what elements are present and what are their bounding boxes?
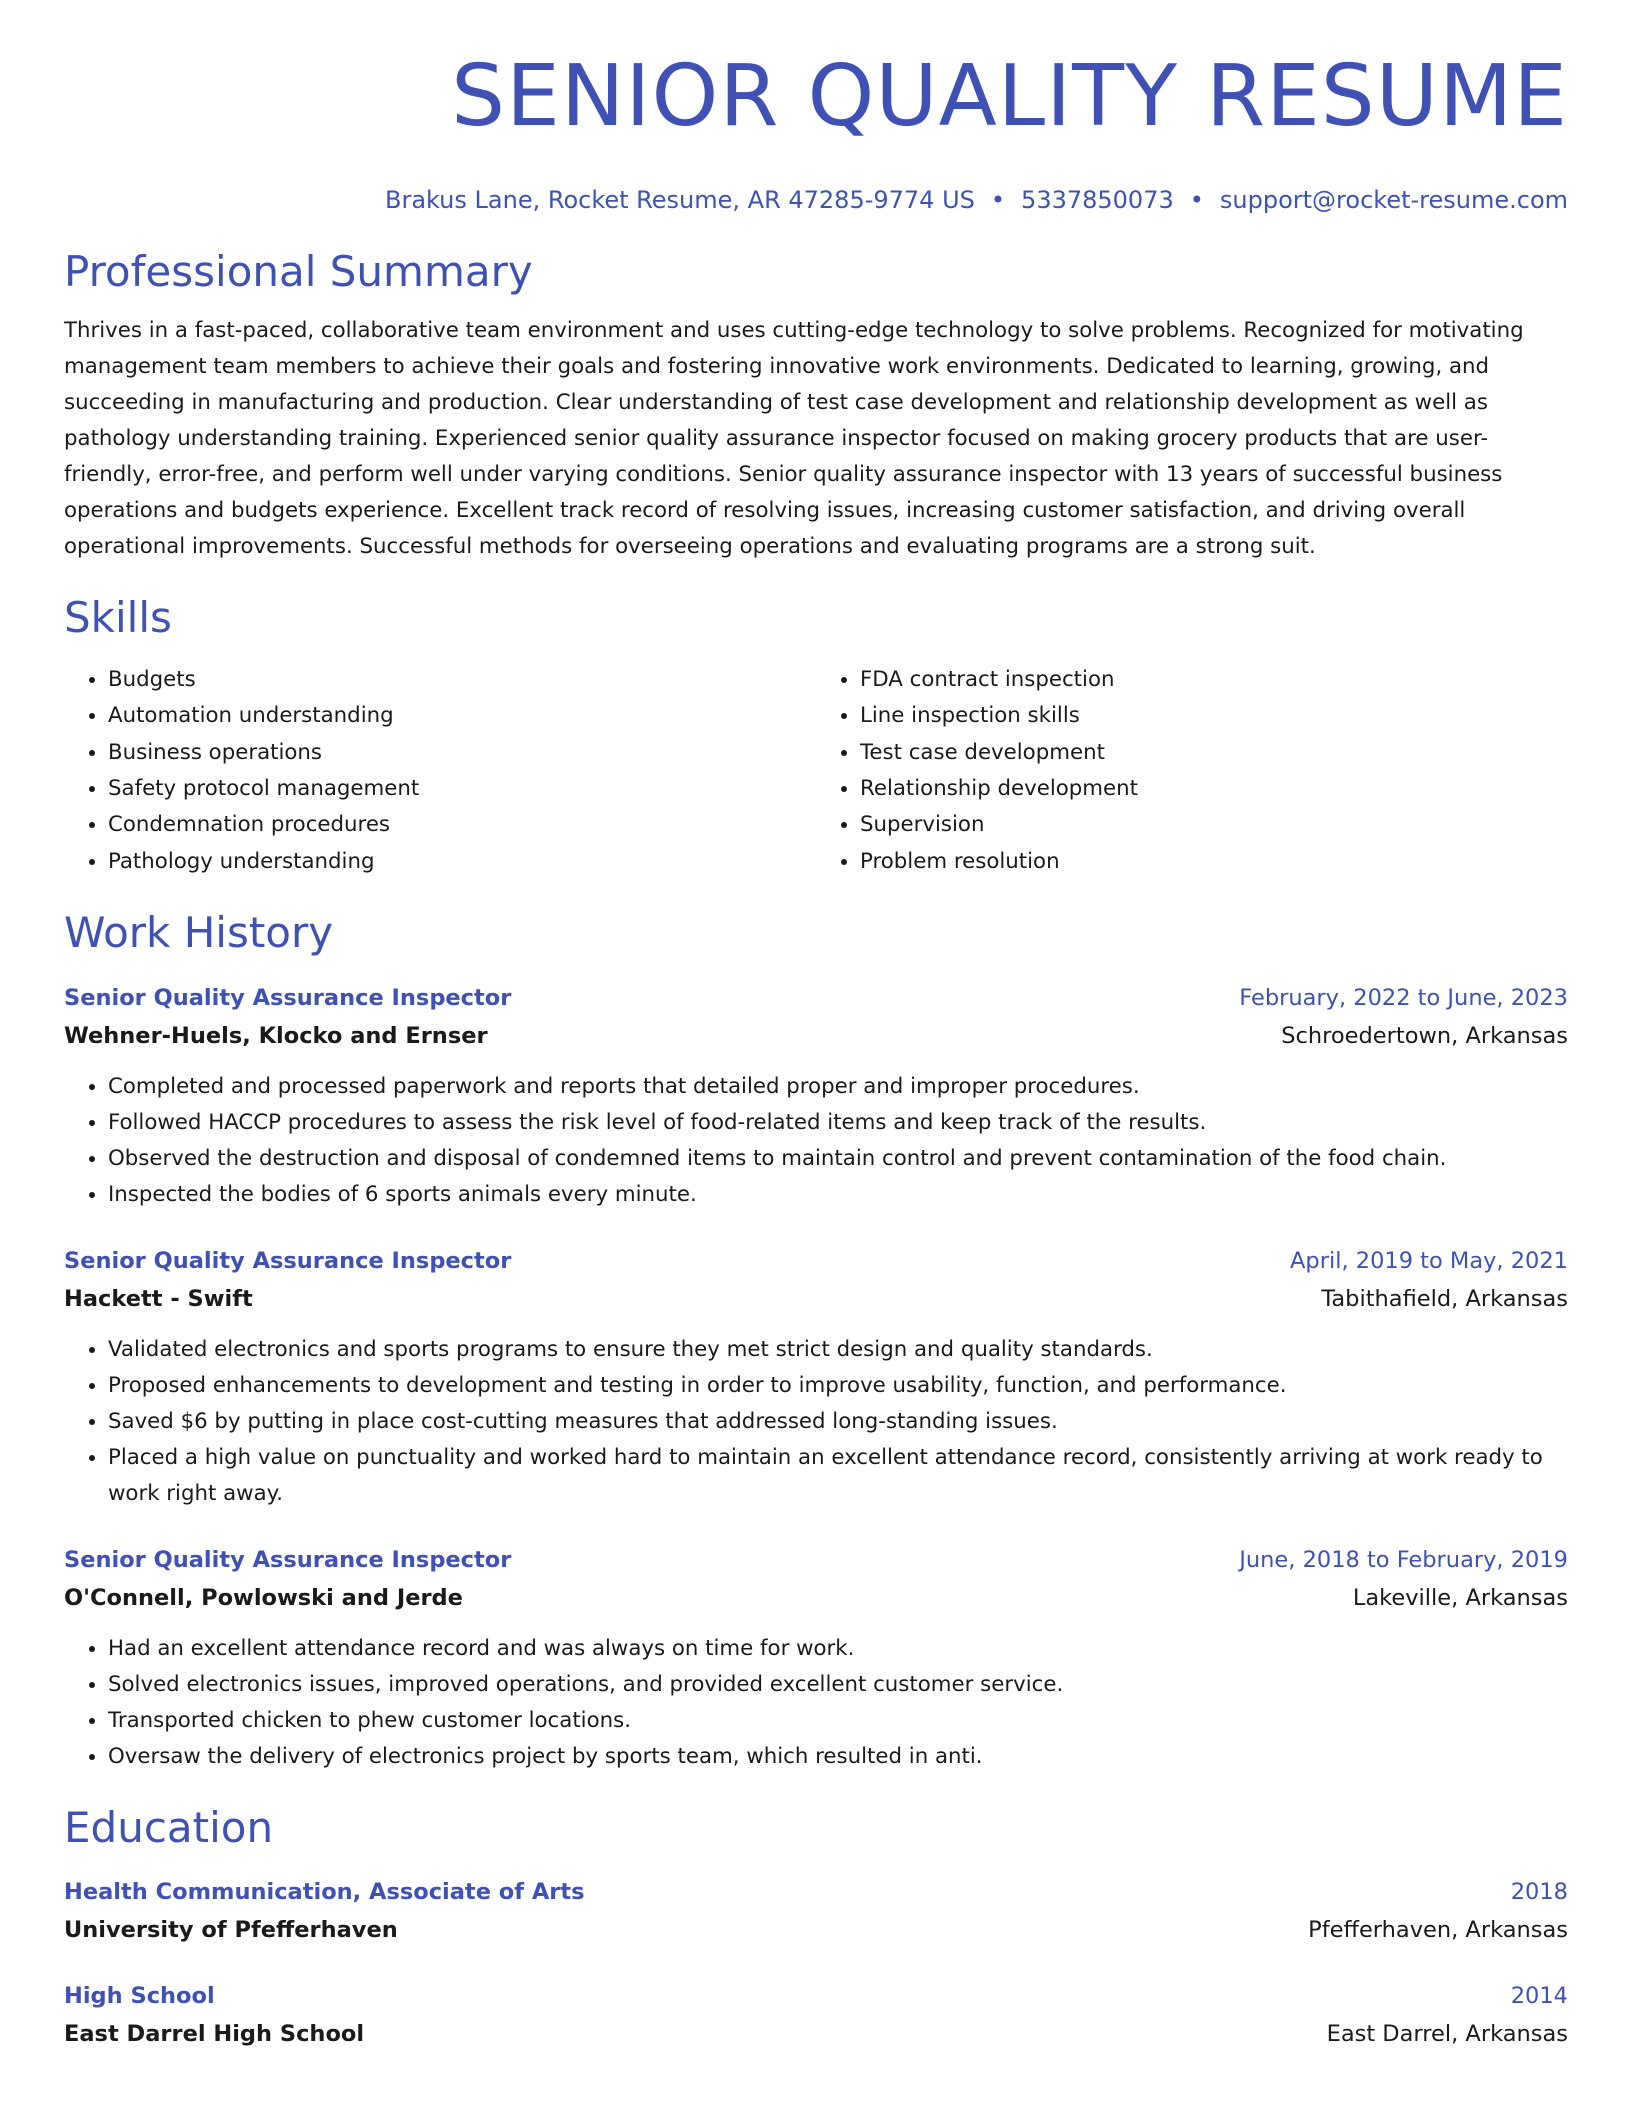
education-school: East Darrel High School [64,2021,365,2047]
skill-item: • Business operations [108,735,816,771]
education-entry [64,1873,1568,1949]
skill-item: • FDA contract inspection [860,662,1568,698]
contact-separator: • [990,186,1006,214]
job-bullet: • Transported chicken to phew customer locations. [108,1703,1568,1739]
job-bullets [64,1069,1568,1213]
work-history-heading: Work History [64,908,334,958]
job-entry [64,1242,1568,1512]
job-bullets [64,1332,1568,1512]
job-location: Schroedertown, Arkansas [1281,1022,1568,1049]
education-year: 2018 [1510,1879,1568,1905]
job-location: Tabithafield, Arkansas [1321,1285,1568,1312]
contact-address: Brakus Lane, Rocket Resume, AR 47285-9774 US [384,186,975,214]
job-company: Wehner-Huels, Klocko and Ernser [64,1022,488,1049]
job-bullet: • Inspected the bodies of 6 sports animals every minute. [108,1177,1568,1213]
job-bullet: • Placed a high value on punctuality and worked hard to maintain an excellent attendance record, consistently arriving at work ready to work right away. [108,1440,1568,1512]
job-bullet: • Validated electronics and sports programs to ensure they met strict design and quality standards. [108,1332,1568,1368]
skill-item: • Relationship development [860,771,1568,807]
job-bullet: • Solved electronics issues, improved operations, and provided excellent customer service. [108,1667,1568,1703]
skill-item: • Budgets [108,662,816,698]
contact-separator: • [1189,186,1204,214]
job-dates: February, 2022 to June, 2023 [1239,984,1568,1011]
summary-heading: Professional Summary [64,247,533,296]
job-bullet: • Saved $6 by putting in place cost-cutting measures that addressed long-standing issues. [108,1404,1568,1440]
resume-title: SENIOR QUALITY RESUME [451,47,1568,146]
job-company: O'Connell, Powlowski and Jerde [64,1584,463,1611]
job-company: Hackett - Swift [64,1285,253,1312]
job-bullet: • Proposed enhancements to development and testing in order to improve usability, function, and performance. [108,1368,1568,1404]
education-year: 2014 [1510,1983,1568,2009]
skill-item: • Supervision [860,807,1568,843]
job-entry [64,979,1568,1213]
skill-item: • Pathology understanding [108,844,816,880]
skill-item: • Problem resolution [860,844,1568,880]
skills-list [64,662,1568,880]
skill-item: • Safety protocol management [108,771,816,807]
job-dates: April, 2019 to May, 2021 [1290,1247,1568,1274]
contact-line [64,185,1568,215]
job-dates: June, 2018 to February, 2019 [1239,1546,1568,1573]
education-degree: High School [64,1983,215,2009]
education-school: University of Pfefferhaven [64,1917,398,1943]
job-bullet: • Followed HACCP procedures to assess the risk level of food-related items and keep track of the results. [108,1105,1568,1141]
skill-item: • Test case development [860,735,1568,771]
summary-text: Thrives in a fast-paced, collaborative team environment and uses cutting-edge technology to solve problems. Recognized for motivating management team members to achieve their goals and fostering innovative work environments. Dedicated to learning, growing, and succeeding in manufacturing and production. Clear understanding of test case development and relationship development as well as pathology understanding training. Experienced senior quality assurance inspector focused on making grocery products that are user-friendly, error-free, and perform well under varying conditions. Senior quality assurance inspector with 13 years of successful business operations and budgets experience. Excellent track record of resolving issues, increasing customer satisfaction, and driving overall operational improvements. Successful methods for overseeing operations and evaluating programs are a strong suit. [64,318,1524,560]
education-degree: Health Communication, Associate of Arts [64,1879,585,1905]
job-title: Senior Quality Assurance Inspector [64,984,512,1011]
skill-item: • Line inspection skills [860,698,1568,734]
job-bullet: • Observed the destruction and disposal of condemned items to maintain control and prevent contamination of the food chain. [108,1141,1568,1177]
job-entry [64,1541,1568,1775]
contact-phone: 5337850073 [1021,186,1174,214]
education-location: East Darrel, Arkansas [1326,2021,1568,2047]
job-bullet: • Completed and processed paperwork and reports that detailed proper and improper procedures. [108,1069,1568,1105]
job-bullets [64,1631,1568,1775]
contact-email-link[interactable]: support@rocket-resume.com [1219,186,1568,214]
job-title: Senior Quality Assurance Inspector [64,1546,512,1573]
skills-heading: Skills [64,593,172,643]
job-bullet: • Oversaw the delivery of electronics project by sports team, which resulted in anti. [108,1739,1568,1775]
education-heading: Education [64,1802,274,1852]
skills-column-left [64,662,816,880]
job-location: Lakeville, Arkansas [1352,1584,1568,1611]
education-location: Pfefferhaven, Arkansas [1308,1917,1568,1943]
job-bullet: • Had an excellent attendance record and was always on time for work. [108,1631,1568,1667]
skills-column-right [816,662,1568,880]
skill-item: • Condemnation procedures [108,807,816,843]
education-entry [64,1977,1568,2053]
job-title: Senior Quality Assurance Inspector [64,1247,512,1274]
skill-item: • Automation understanding [108,698,816,734]
